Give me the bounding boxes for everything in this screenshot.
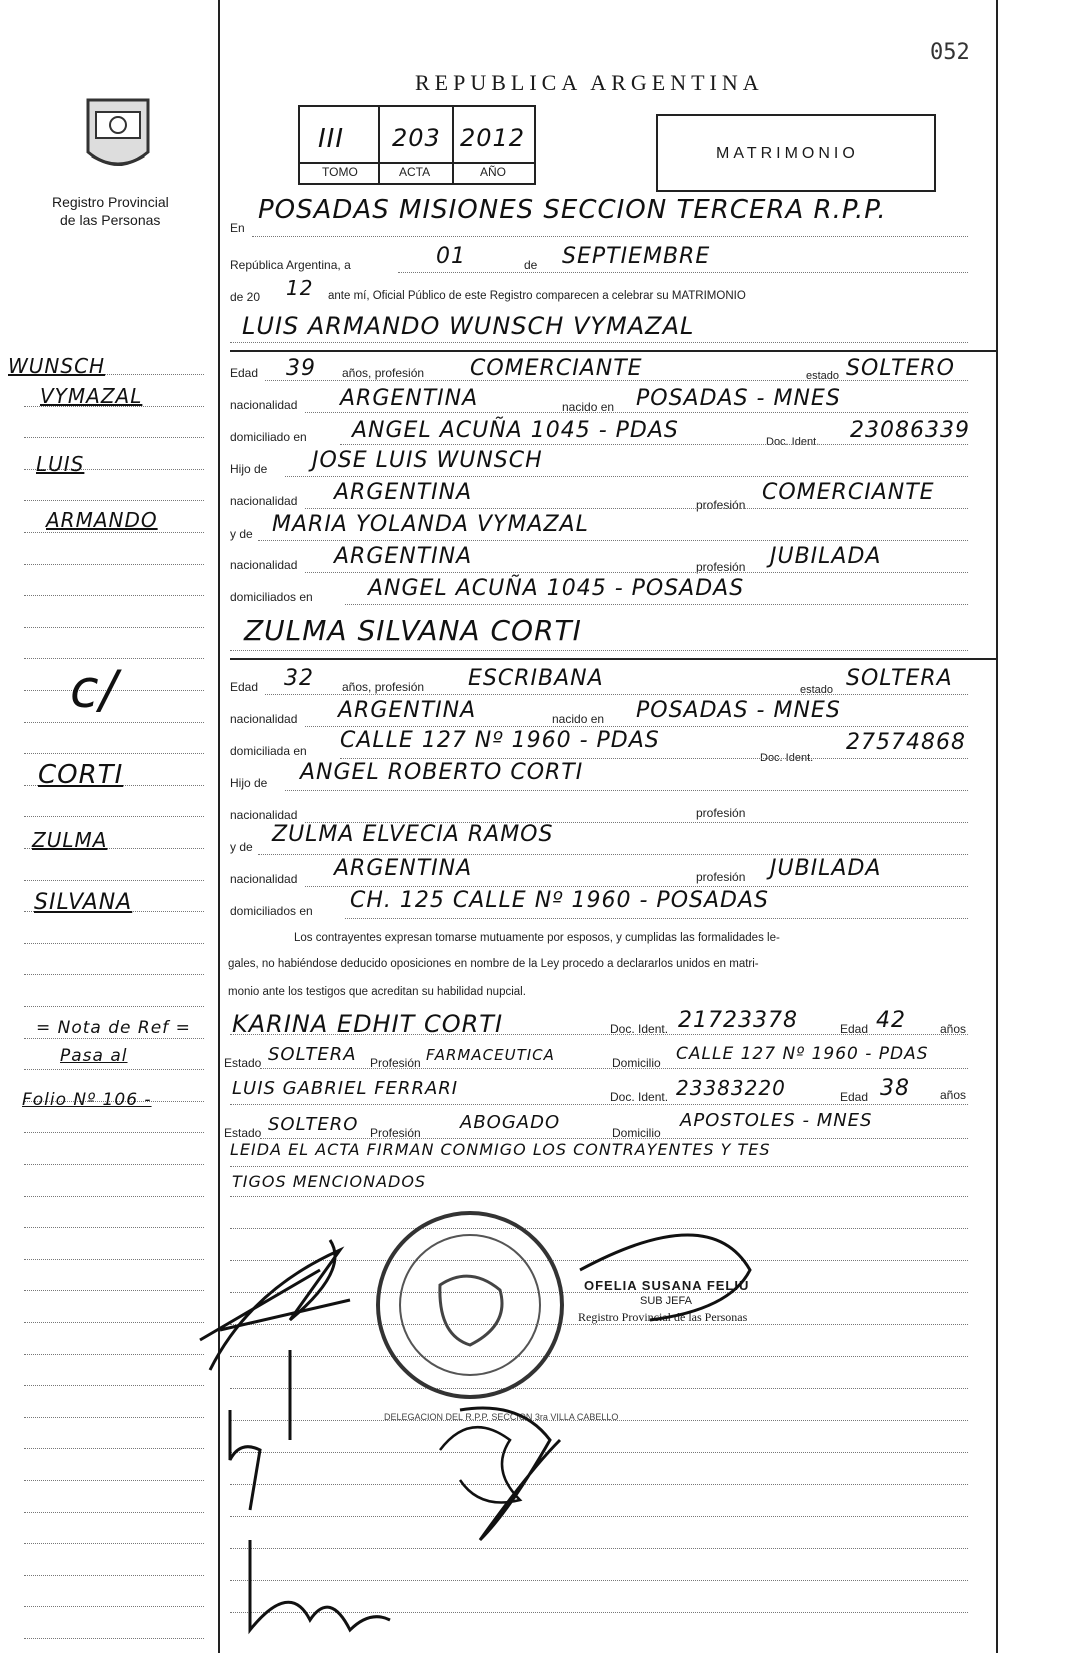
- margin-groom-name1: LUIS: [36, 452, 85, 476]
- country-title: REPUBLICA ARGENTINA: [415, 70, 764, 95]
- margin-rule: [24, 1006, 204, 1007]
- margin-rule: [24, 500, 204, 501]
- witness2-age: 38: [880, 1076, 910, 1101]
- margin-bride-surname: CORTI: [38, 760, 124, 790]
- bride-nationality: ARGENTINA: [338, 698, 477, 723]
- bride-birthplace: POSADAS - MNES: [636, 698, 841, 723]
- closing-line2: TIGOS MENCIONADOS: [232, 1172, 427, 1191]
- bride-mother: ZULMA ELVECIA RAMOS: [272, 822, 554, 847]
- month-value: SEPTIEMBRE: [562, 244, 711, 269]
- province-seal-icon: [78, 92, 158, 182]
- margin-bride-name2: SILVANA: [34, 890, 133, 915]
- margin-rule: [24, 627, 204, 628]
- margin-rule: [24, 532, 204, 533]
- margin-groom-name2: ARMANDO: [46, 508, 158, 532]
- witness1-civil: SOLTERA: [268, 1044, 357, 1065]
- witness1-age: 42: [876, 1008, 906, 1033]
- margin-rule: [24, 1196, 204, 1197]
- margin-groom-surname: WUNSCH: [8, 354, 106, 378]
- matrimonio-label: MATRIMONIO: [716, 145, 859, 162]
- year-suffix-value: 12: [286, 276, 314, 300]
- signatures: [190, 1210, 790, 1650]
- registry-name-line1: Registro Provincial: [52, 194, 169, 210]
- margin-rule: [24, 1132, 204, 1133]
- day-value: 01: [436, 244, 466, 269]
- groom-mother-nationality: ARGENTINA: [334, 544, 473, 569]
- tomo-value: III: [318, 124, 345, 154]
- groom-age: 39: [286, 356, 316, 381]
- year-label: AÑO: [480, 165, 507, 179]
- stamp-text: DELEGACION DEL R.P.P. SECCION 3ra VILLA CABELLO: [384, 1412, 619, 1422]
- bride-doc: 27574868: [846, 730, 966, 755]
- margin-rule: [24, 564, 204, 565]
- margin-rule: [24, 880, 204, 881]
- margin-connector: c/: [70, 660, 119, 720]
- bride-parents-address: CH. 125 CALLE Nº 1960 - POSADAS: [350, 888, 769, 913]
- margin-rule: [24, 1480, 204, 1481]
- official-name: OFELIA SUSANA FELIU: [584, 1278, 750, 1293]
- bride-mother-profession: JUBILADA: [770, 856, 882, 881]
- witness2-doc: 23383220: [676, 1076, 786, 1100]
- official-role: SUB JEFA: [640, 1295, 692, 1307]
- right-margin-line: [996, 0, 998, 1653]
- groom-birthplace: POSADAS - MNES: [636, 386, 841, 411]
- margin-rule: [24, 1575, 204, 1576]
- bride-address: CALLE 127 Nº 1960 - PDAS: [340, 728, 660, 753]
- witness2-profession: ABOGADO: [460, 1112, 561, 1133]
- bride-name: ZULMA SILVANA CORTI: [244, 614, 582, 647]
- witness2-name: LUIS GABRIEL FERRARI: [232, 1078, 459, 1099]
- tomo-label: TOMO: [322, 165, 358, 179]
- place-value: POSADAS MISIONES SECCION TERCERA R.P.P.: [258, 195, 887, 225]
- margin-rule: [24, 974, 204, 975]
- margin-rule: [24, 1290, 204, 1291]
- statement-line3: monio ante los testigos que acreditan su habilidad nupcial.: [228, 986, 526, 998]
- bride-civil: SOLTERA: [846, 666, 953, 691]
- margin-note-line1: = Nota de Ref =: [36, 1018, 191, 1038]
- bride-age: 32: [284, 666, 314, 691]
- groom-profession: COMERCIANTE: [470, 356, 643, 381]
- groom-father-nationality: ARGENTINA: [334, 480, 473, 505]
- margin-note-line3: Folio Nº 106 -: [22, 1090, 152, 1110]
- witness2-civil: SOLTERO: [268, 1114, 359, 1135]
- statement-line1: Los contrayentes expresan tomarse mutuamente por esposos, y cumplidas las formalidades le-: [294, 932, 780, 944]
- year-value: 2012: [460, 124, 526, 152]
- groom-mother-profession: JUBILADA: [770, 544, 882, 569]
- margin-rule: [24, 1512, 204, 1513]
- bride-mother-nationality: ARGENTINA: [334, 856, 473, 881]
- margin-rule: [24, 1259, 204, 1260]
- groom-mother: MARIA YOLANDA VYMAZAL: [272, 512, 589, 537]
- margin-rule: [24, 1038, 204, 1039]
- acta-value: 203: [392, 124, 441, 152]
- margin-rule: [24, 1448, 204, 1449]
- groom-address: ANGEL ACUÑA 1045 - PDAS: [352, 418, 679, 443]
- witness2-address: APOSTOLES - MNES: [680, 1110, 873, 1131]
- witness1-profession: FARMACEUTICA: [426, 1046, 555, 1064]
- margin-rule: [24, 1322, 204, 1323]
- margin-rule: [24, 943, 204, 944]
- margin-rule: [24, 1385, 204, 1386]
- witness1-name: KARINA EDHIT CORTI: [232, 1010, 504, 1038]
- margin-rule: [24, 1606, 204, 1607]
- margin-rule: [24, 1069, 204, 1070]
- witness1-doc: 21723378: [678, 1008, 798, 1033]
- official-org: Registro Provincial de las Personas: [578, 1310, 748, 1324]
- margin-rule: [24, 1227, 204, 1228]
- margin-note-line2: Pasa al: [60, 1046, 128, 1066]
- margin-rule: [24, 1417, 204, 1418]
- margin-groom-surname2: VYMAZAL: [40, 384, 143, 408]
- margin-rule: [24, 1354, 204, 1355]
- groom-civil: SOLTERO: [846, 356, 955, 381]
- registry-name-line2: de las Personas: [60, 212, 161, 228]
- bride-father: ANGEL ROBERTO CORTI: [300, 760, 584, 785]
- margin-rule: [24, 816, 204, 817]
- margin-rule: [24, 595, 204, 596]
- margin-rule: [24, 753, 204, 754]
- groom-father: JOSE LUIS WUNSCH: [312, 448, 543, 473]
- statement-line2: gales, no habiéndose deducido oposiciones en nombre de la Ley procedo a declararlos unidos en matri-: [228, 958, 759, 970]
- bride-profession: ESCRIBANA: [468, 666, 604, 691]
- groom-doc: 23086339: [850, 418, 970, 443]
- page-number: 052: [930, 40, 970, 65]
- margin-rule: [24, 1638, 204, 1639]
- acta-label: ACTA: [399, 165, 431, 179]
- groom-father-profession: COMERCIANTE: [762, 480, 935, 505]
- margin-rule: [24, 1543, 204, 1544]
- groom-nationality: ARGENTINA: [340, 386, 479, 411]
- margin-rule: [24, 722, 204, 723]
- margin-rule: [24, 1164, 204, 1165]
- witness1-address: CALLE 127 Nº 1960 - PDAS: [676, 1044, 929, 1064]
- margin-bride-name1: ZULMA: [32, 828, 108, 852]
- groom-parents-address: ANGEL ACUÑA 1045 - POSADAS: [368, 576, 745, 601]
- groom-name: LUIS ARMANDO WUNSCH VYMAZAL: [242, 312, 695, 340]
- closing-line1: LEIDA EL ACTA FIRMAN CONMIGO LOS CONTRAYENTES Y TES: [230, 1140, 771, 1159]
- margin-rule: [24, 437, 204, 438]
- margin-rule: [24, 658, 204, 659]
